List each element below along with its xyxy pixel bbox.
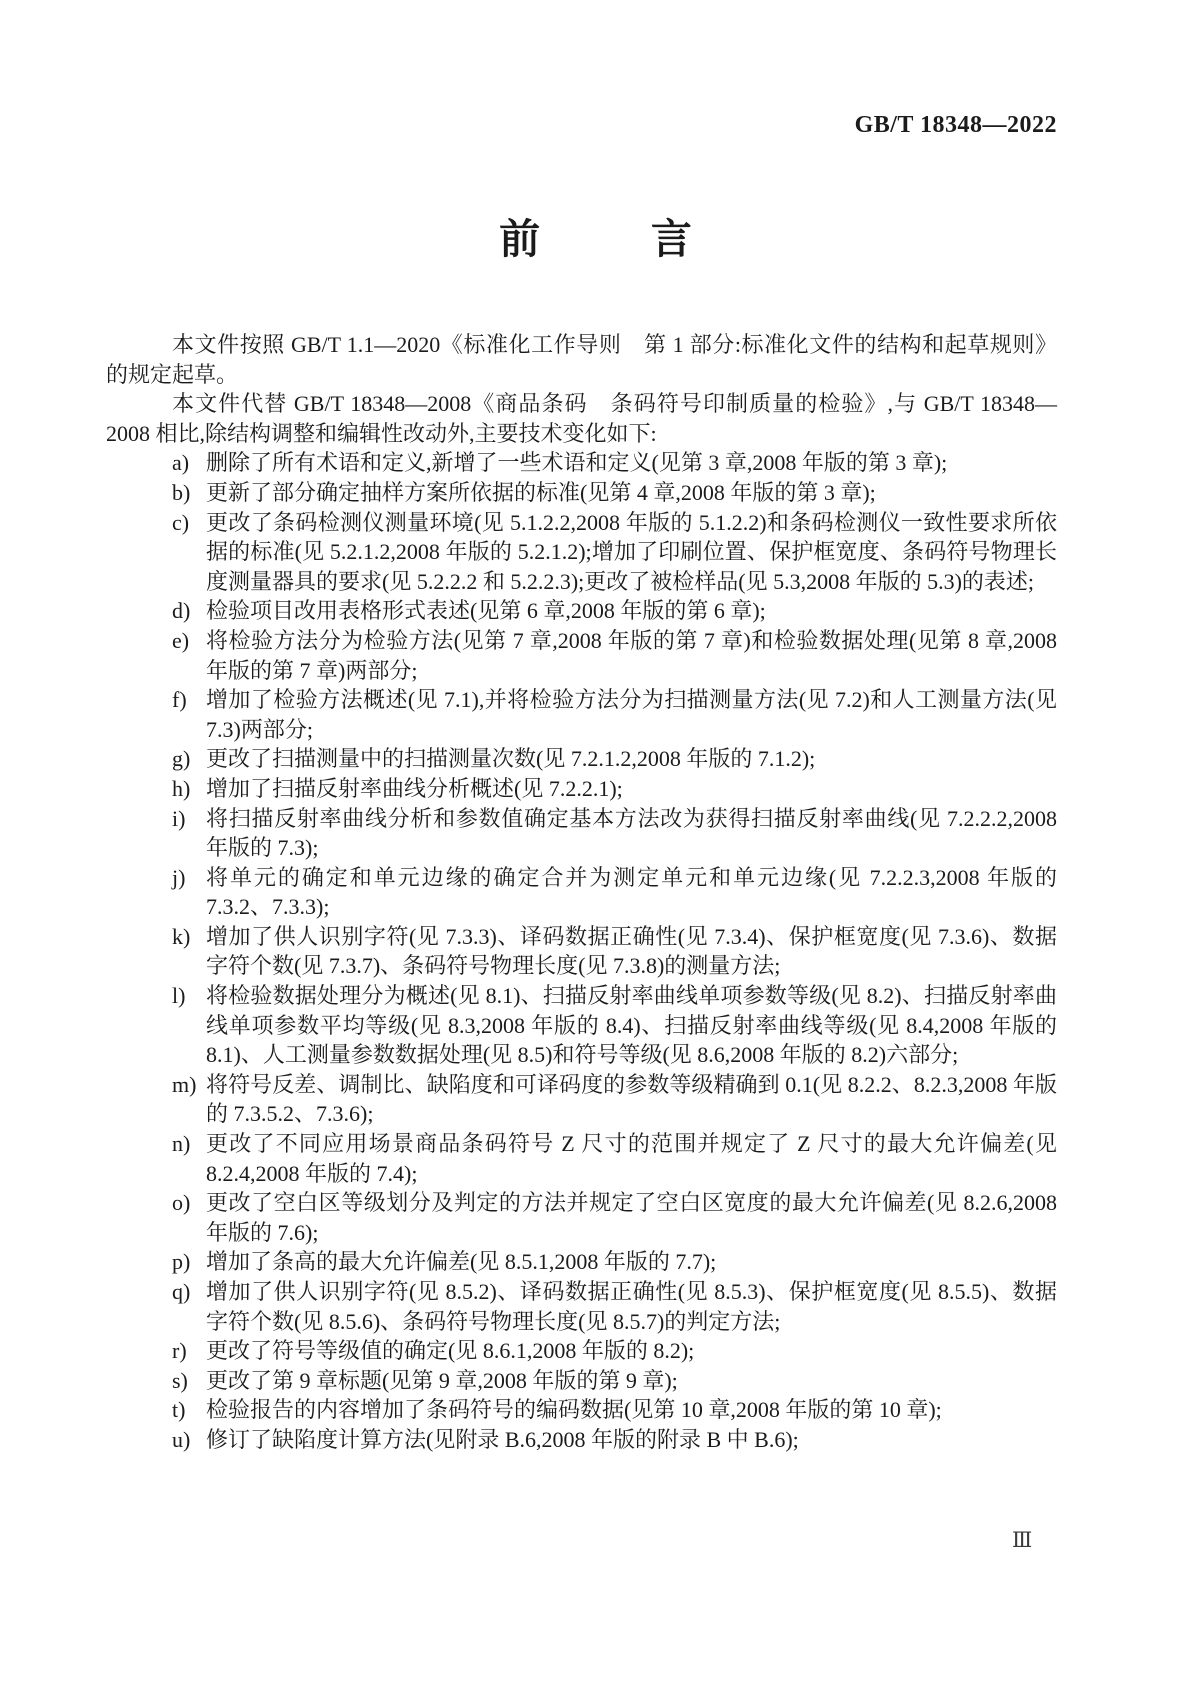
item-marker: p)	[172, 1249, 191, 1275]
page-number: Ⅲ	[1012, 1528, 1033, 1552]
item-marker: c)	[172, 509, 190, 535]
item-text: 修订了缺陷度计算方法(见附录 B.6,2008 年版的附录 B 中 B.6);	[206, 1426, 799, 1452]
item-marker: e)	[172, 627, 190, 653]
item-text: 将扫描反射率曲线分析和参数值确定基本方法改为获得扫描反射率曲线(见 7.2.2.2,2008 年版的 7.3);	[206, 805, 1057, 861]
item-text: 更改了不同应用场景商品条码符号 Z 尺寸的范围并规定了 Z 尺寸的最大允许偏差(见 8.2.4,2008 年版的 7.4);	[206, 1131, 1057, 1186]
page-title-text: 前言	[499, 216, 803, 262]
item-marker: m)	[172, 1071, 197, 1097]
change-item	[106, 1395, 1057, 1425]
paragraph-basis: 本文件按照 GB/T 1.1—2020《标准化工作导则 第 1 部分:标准化文件的结构和起草规则》的规定起草。	[106, 332, 1057, 387]
item-marker: u)	[172, 1426, 191, 1452]
item-marker: f)	[172, 687, 187, 713]
change-item	[106, 1070, 1057, 1129]
change-item	[106, 774, 1057, 804]
item-marker: n)	[172, 1131, 191, 1157]
item-text: 更新了部分确定抽样方案所依据的标准(见第 4 章,2008 年版的第 3 章);	[206, 479, 876, 505]
change-item	[106, 478, 1057, 508]
item-marker: d)	[172, 598, 191, 624]
change-item	[106, 981, 1057, 1070]
item-marker: a)	[172, 450, 190, 476]
item-text: 更改了符号等级值的确定(见 8.6.1,2008 年版的 8.2);	[206, 1338, 695, 1364]
item-text: 增加了扫描反射率曲线分析概述(见 7.2.2.1);	[206, 775, 623, 801]
item-text: 将单元的确定和单元边缘的确定合并为测定单元和单元边缘(见 7.2.2.3,2008 年版的 7.3.2、7.3.3);	[206, 864, 1057, 920]
change-item	[106, 1277, 1057, 1336]
changes-list	[106, 448, 1057, 1454]
change-item	[106, 1247, 1057, 1277]
item-text: 增加了供人识别字符(见 7.3.3)、译码数据正确性(见 7.3.4)、保护框宽度(见 7.3.6)、数据字符个数(见 7.3.7)、条码符号物理长度(见 7.3.8)的测量方法;	[206, 923, 1057, 979]
change-item	[106, 626, 1057, 685]
change-item	[106, 448, 1057, 478]
item-marker: s)	[172, 1367, 188, 1393]
item-text: 更改了扫描测量中的扫描测量次数(见 7.2.1.2,2008 年版的 7.1.2);	[206, 746, 816, 772]
paragraph-replaces: 本文件代替 GB/T 18348—2008《商品条码 条码符号印制质量的检验》,与 GB/T 18348—2008 相比,除结构调整和编辑性改动外,主要技术变化如下:	[106, 391, 1057, 446]
change-item	[106, 804, 1057, 863]
change-item	[106, 922, 1057, 981]
doc-number: GB/T 18348—2022	[854, 112, 1057, 138]
change-item	[106, 685, 1057, 744]
change-item	[106, 1336, 1057, 1366]
change-item	[106, 1425, 1057, 1455]
item-marker: k)	[172, 923, 191, 949]
item-text: 检验报告的内容增加了条码符号的编码数据(见第 10 章,2008 年版的第 10 章);	[206, 1397, 942, 1423]
item-text: 增加了检验方法概述(见 7.1),并将检验方法分为扫描测量方法(见 7.2)和人工测量方法(见 7.3)两部分;	[206, 687, 1057, 742]
item-text: 更改了空白区等级划分及判定的方法并规定了空白区宽度的最大允许偏差(见 8.2.6,2008 年版的 7.6);	[206, 1190, 1057, 1245]
item-text: 删除了所有术语和定义,新增了一些术语和定义(见第 3 章,2008 年版的第 3 章);	[206, 450, 948, 476]
change-item	[106, 744, 1057, 774]
item-marker: r)	[172, 1338, 187, 1364]
item-text: 将检验数据处理分为概述(见 8.1)、扫描反射率曲线单项参数等级(见 8.2)、扫描反射率曲线单项参数平均等级(见 8.3,2008 年版的 8.4)、扫描反射率曲线等级(见 8.4,2008 年版的 8.1)、人工测量参数数据处理(见 8.5)和符号等级(见 8.6,2008 年版的 8.2)六部分;	[206, 983, 1057, 1068]
item-text: 增加了供人识别字符(见 8.5.2)、译码数据正确性(见 8.5.3)、保护框宽度(见 8.5.5)、数据字符个数(见 8.5.6)、条码符号物理长度(见 8.5.7)的判定方法;	[206, 1279, 1057, 1334]
item-marker: g)	[172, 746, 191, 772]
item-marker: j)	[172, 864, 186, 890]
item-marker: b)	[172, 479, 191, 505]
change-item	[106, 1366, 1057, 1396]
page-title	[0, 206, 1191, 265]
item-marker: q)	[172, 1279, 191, 1304]
item-marker: t)	[172, 1397, 186, 1423]
change-item	[106, 1129, 1057, 1188]
change-item	[106, 508, 1057, 597]
item-marker: i)	[172, 805, 186, 831]
change-item	[106, 1188, 1057, 1247]
item-text: 将符号反差、调制比、缺陷度和可译码度的参数等级精确到 0.1(见 8.2.2、8.2.3,2008 年版的 7.3.5.2、7.3.6);	[206, 1071, 1057, 1127]
item-marker: h)	[172, 775, 191, 801]
item-text: 将检验方法分为检验方法(见第 7 章,2008 年版的第 7 章)和检验数据处理(见第 8 章,2008 年版的第 7 章)两部分;	[206, 627, 1057, 683]
item-marker: o)	[172, 1190, 191, 1216]
item-text: 更改了条码检测仪测量环境(见 5.1.2.2,2008 年版的 5.1.2.2)和条码检测仪一致性要求所依据的标准(见 5.2.1.2,2008 年版的 5.2.1.2);增加了印刷位置、保护框宽度、条码符号物理长度测量器具的要求(见 5.2.2.2 和 5.2.2.3);更改了被检样品(见 5.3,2008 年版的 5.3)的表述;	[206, 509, 1057, 594]
change-item	[106, 863, 1057, 922]
item-text: 更改了第 9 章标题(见第 9 章,2008 年版的第 9 章);	[206, 1367, 678, 1393]
change-item	[106, 596, 1057, 626]
foreword-body	[106, 330, 1057, 1455]
item-marker: l)	[172, 983, 186, 1009]
item-text: 增加了条高的最大允许偏差(见 8.5.1,2008 年版的 7.7);	[206, 1249, 717, 1275]
item-text: 检验项目改用表格形式表述(见第 6 章,2008 年版的第 6 章);	[206, 598, 766, 624]
